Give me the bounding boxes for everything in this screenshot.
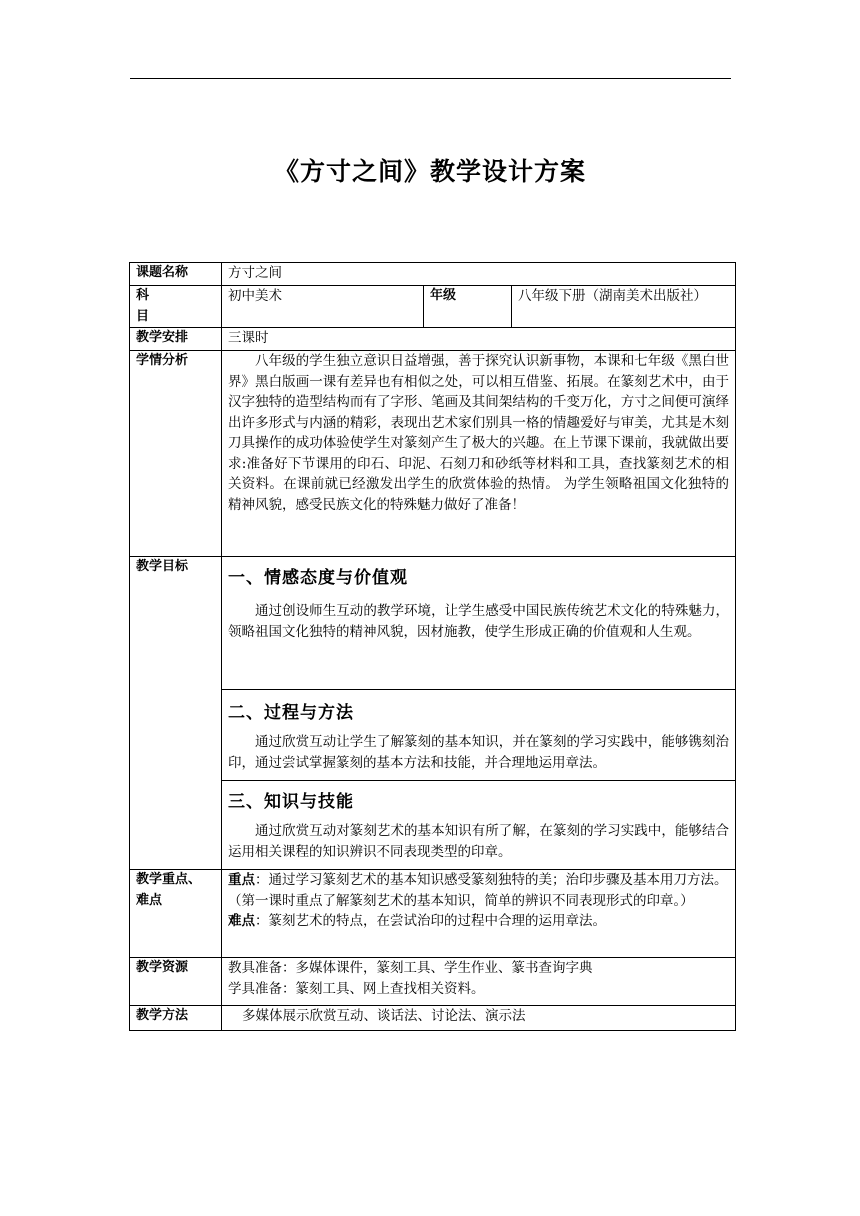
analysis-text: 八年级的学生独立意识日益增强，善于探究认识新事物，本课和七年级《黑白世界》黑白版画一课有差异也有相似之处，可以相互借鉴、拓展。在篆刻艺术中，由于汉字独特的造型结构而有了字形、笔画及其间架结构的千变万化，方寸之间便可演绎出许多形式与内涵的精彩，表现出艺术家们别具一格的情趣爱好与审美，尤其是木刻刀具操作的成功体验使学生对篆刻产生了极大的兴趣。在上节课下课前，我就做出要求:准备好下节课用的印石、印泥、石刻刀和砂纸等材料和工具，查找篆刻艺术的相关资料。在课前就已经激发出学生的欣赏体验的热情。 为学生领略祖国文化独特的精神风貌，感受民族文化的特殊魅力做好了准备！ [228, 353, 730, 513]
resources-line-1: 教具准备：多媒体课件，篆刻工具、学生作业、篆书查询字典 [228, 960, 593, 976]
resources-line-2: 学具准备：篆刻工具、网上查找相关资料。 [228, 980, 485, 997]
difficult-point-paragraph [228, 911, 729, 932]
lesson-plan-table [129, 262, 736, 1031]
key-points-label-line2: 难点 [136, 892, 163, 908]
key-points-label-line1: 教学重点、 [136, 872, 202, 887]
goal-1-heading: 一、情感态度与价值观 [228, 568, 408, 588]
schedule-value: 三课时 [222, 328, 736, 351]
document-title: 《方寸之间》教学设计方案 [273, 157, 586, 186]
resources-cell [222, 958, 736, 1006]
goal-3-heading: 三、知识与技能 [228, 792, 354, 812]
key-label: 重点 [228, 872, 255, 888]
goal-3-text: 通过欣赏互动对篆刻艺术的基本知识有所了解，在篆刻的学习实践中，能够结合运用相关课程的知识辨识不同表现类型的印章。 [228, 823, 730, 860]
key-text: ：通过学习篆刻艺术的基本知识感受篆刻独特的美；治印步骤及基本用刀方法。（第一课时重点了解篆刻艺术的基本知识，简单的辨识不同表现形式的印章。） [228, 872, 728, 909]
row-methods [130, 1006, 736, 1031]
analysis-cell [222, 351, 736, 557]
goal-3 [222, 781, 735, 869]
key-point-paragraph [228, 870, 729, 911]
goals-cell [222, 557, 736, 870]
goal-2-text: 通过欣赏互动让学生了解篆刻的基本知识，并在篆刻的学习实践中，能够镌刻治印，通过尝试掌握篆刻的基本方法和技能，并合理地运用章法。 [228, 734, 730, 771]
difficult-text: ：篆刻艺术的特点，在尝试治印的过程中合理的运用章法。 [255, 913, 606, 929]
row-schedule [130, 328, 736, 351]
grade-value: 八年级下册（湖南美术出版社） [512, 286, 736, 328]
topic-value: 方寸之间 [222, 263, 736, 286]
goal-2 [222, 690, 735, 781]
key-points-label [130, 870, 222, 958]
methods-value: 多媒体展示欣赏互动、谈话法、讨论法、演示法 [222, 1006, 736, 1031]
methods-label: 教学方法 [130, 1006, 222, 1031]
row-topic [130, 263, 736, 286]
row-resources [130, 958, 736, 1006]
schedule-label: 教学安排 [130, 328, 222, 351]
difficult-label: 难点 [228, 913, 255, 929]
header-rule [130, 78, 731, 79]
topic-label: 课题名称 [130, 263, 222, 286]
analysis-label: 学情分析 [130, 351, 222, 557]
row-subject [130, 286, 736, 328]
goals-label: 教学目标 [130, 557, 222, 870]
row-key-points [130, 870, 736, 958]
resources-label: 教学资源 [130, 958, 222, 1006]
grade-label: 年级 [424, 286, 512, 328]
row-goals [130, 557, 736, 870]
goal-1 [222, 557, 735, 690]
key-points-cell [222, 870, 736, 958]
goal-1-text: 通过创设师生互动的教学环境，让学生感受中国民族传统艺术文化的特殊魅力，领略祖国文化独特的精神风貌，因材施教，使学生形成正确的价值观和人生观。 [228, 603, 730, 640]
row-analysis [130, 351, 736, 557]
subject-value: 初中美术 [222, 286, 424, 328]
subject-label: 科 目 [130, 286, 222, 328]
goal-2-heading: 二、过程与方法 [228, 703, 354, 723]
